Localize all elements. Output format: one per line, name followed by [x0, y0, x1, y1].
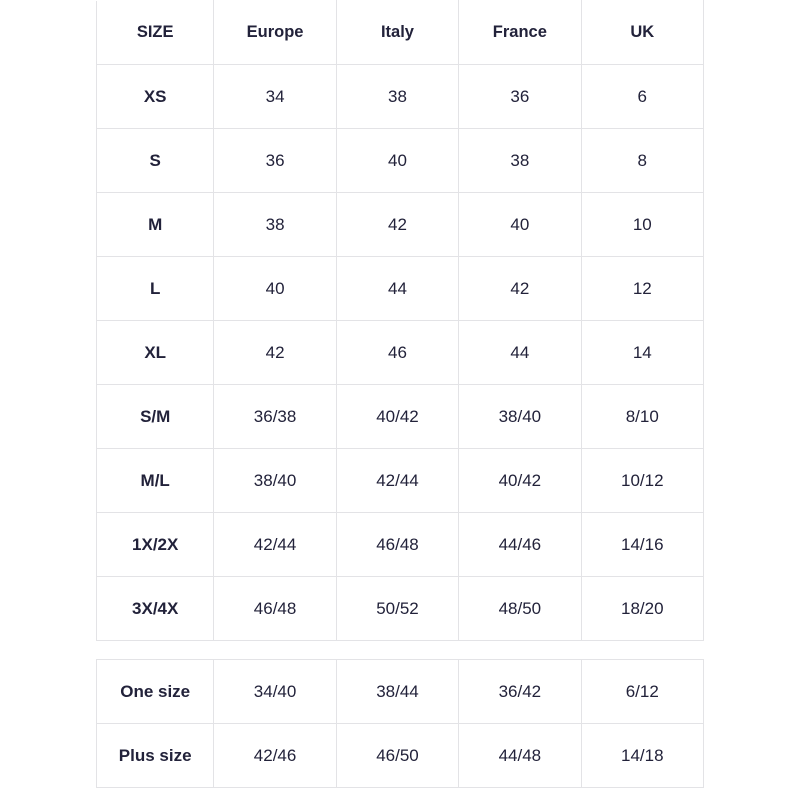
row-label: M/L — [97, 449, 214, 513]
size-chart-main-table — [96, 0, 704, 641]
table-row — [97, 513, 704, 577]
cell-uk: 12 — [581, 257, 703, 321]
column-header-uk: UK — [581, 1, 703, 65]
cell-europe: 36 — [214, 129, 336, 193]
cell-europe: 38/40 — [214, 449, 336, 513]
cell-italy: 40/42 — [336, 385, 458, 449]
cell-europe: 40 — [214, 257, 336, 321]
row-label: 1X/2X — [97, 513, 214, 577]
cell-italy: 38 — [336, 65, 458, 129]
cell-france: 44/48 — [459, 724, 581, 788]
cell-uk: 8 — [581, 129, 703, 193]
cell-europe: 34 — [214, 65, 336, 129]
column-header-size: SIZE — [97, 1, 214, 65]
cell-italy: 42 — [336, 193, 458, 257]
table-row — [97, 65, 704, 129]
size-chart-secondary-wrapper — [96, 659, 704, 788]
cell-europe: 46/48 — [214, 577, 336, 641]
table-row — [97, 129, 704, 193]
row-label: 3X/4X — [97, 577, 214, 641]
table-row — [97, 257, 704, 321]
cell-italy: 44 — [336, 257, 458, 321]
cell-france: 42 — [459, 257, 581, 321]
cell-uk: 10 — [581, 193, 703, 257]
table-row — [97, 321, 704, 385]
cell-france: 40 — [459, 193, 581, 257]
table-row — [97, 193, 704, 257]
cell-europe: 42/46 — [214, 724, 336, 788]
column-header-france: France — [459, 1, 581, 65]
cell-uk: 14/16 — [581, 513, 703, 577]
size-chart-secondary-body — [97, 660, 704, 788]
size-chart-main-body — [97, 65, 704, 641]
row-label: Plus size — [97, 724, 214, 788]
cell-uk: 6 — [581, 65, 703, 129]
size-chart-secondary-table — [96, 659, 704, 788]
column-header-italy: Italy — [336, 1, 458, 65]
cell-france: 48/50 — [459, 577, 581, 641]
cell-uk: 8/10 — [581, 385, 703, 449]
table-row — [97, 660, 704, 724]
table-row — [97, 577, 704, 641]
cell-italy: 42/44 — [336, 449, 458, 513]
column-header-europe: Europe — [214, 1, 336, 65]
row-label: XS — [97, 65, 214, 129]
cell-europe: 42 — [214, 321, 336, 385]
size-chart-main-head — [97, 1, 704, 65]
table-row — [97, 724, 704, 788]
cell-uk: 14/18 — [581, 724, 703, 788]
size-chart-main-wrapper — [96, 0, 704, 641]
cell-italy: 50/52 — [336, 577, 458, 641]
cell-uk: 14 — [581, 321, 703, 385]
cell-france: 44 — [459, 321, 581, 385]
row-label: L — [97, 257, 214, 321]
table-header-row — [97, 1, 704, 65]
row-label: M — [97, 193, 214, 257]
cell-europe: 42/44 — [214, 513, 336, 577]
cell-italy: 46 — [336, 321, 458, 385]
table-row — [97, 449, 704, 513]
cell-france: 36 — [459, 65, 581, 129]
row-label: S/M — [97, 385, 214, 449]
cell-europe: 36/38 — [214, 385, 336, 449]
table-row — [97, 385, 704, 449]
cell-uk: 18/20 — [581, 577, 703, 641]
cell-italy: 46/50 — [336, 724, 458, 788]
row-label: XL — [97, 321, 214, 385]
row-label: One size — [97, 660, 214, 724]
cell-uk: 10/12 — [581, 449, 703, 513]
cell-europe: 38 — [214, 193, 336, 257]
cell-france: 40/42 — [459, 449, 581, 513]
row-label: S — [97, 129, 214, 193]
cell-france: 36/42 — [459, 660, 581, 724]
cell-italy: 38/44 — [336, 660, 458, 724]
cell-italy: 46/48 — [336, 513, 458, 577]
cell-france: 38 — [459, 129, 581, 193]
cell-italy: 40 — [336, 129, 458, 193]
cell-france: 44/46 — [459, 513, 581, 577]
cell-uk: 6/12 — [581, 660, 703, 724]
cell-europe: 34/40 — [214, 660, 336, 724]
cell-france: 38/40 — [459, 385, 581, 449]
